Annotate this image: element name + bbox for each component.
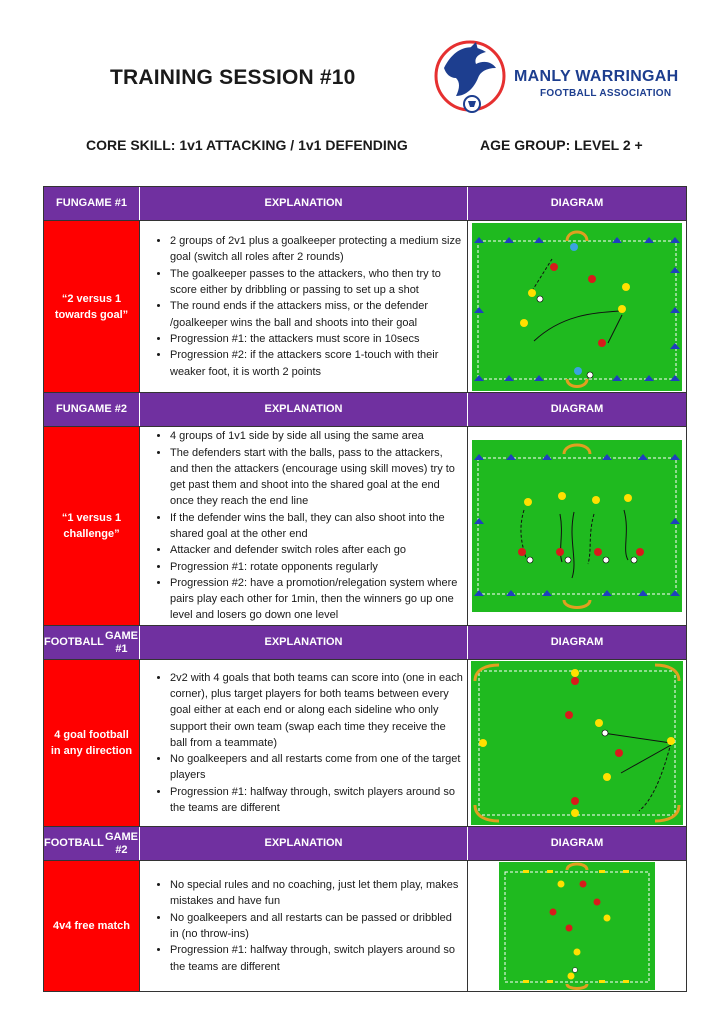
game-name: 4v4 free match — [44, 861, 140, 991]
bullet: • If the defender wins the ball, they can also shoot into the shared goal at the other end — [170, 510, 463, 543]
block-football-game-2 — [44, 826, 686, 991]
bullet-list — [150, 428, 463, 624]
explanation-cell — [140, 221, 468, 392]
bullet: • No goalkeepers and all restarts can be passed or dribbled in (no throw-ins) — [170, 910, 463, 943]
bullet: • Progression #1: the attackers must score in 10secs — [170, 331, 463, 347]
diagram-header: DIAGRAM — [468, 827, 686, 860]
game-name: “2 versus 1 towards goal” — [44, 221, 140, 392]
diagram-cell — [468, 427, 686, 625]
explanation-cell — [140, 861, 468, 991]
category-line: GAME #1 — [78, 197, 127, 209]
bullet: • Progression #1: halfway through, switch players around so the teams are different — [170, 942, 463, 975]
bullet: • The round ends if the attackers miss, or the defender /goalkeeper wins the ball and shoots into their goal — [170, 298, 463, 331]
explanation-cell — [140, 660, 468, 826]
diagram-header: DIAGRAM — [468, 626, 686, 659]
age-group: AGE GROUP: LEVEL 2 + — [480, 137, 643, 153]
category-cell — [44, 827, 140, 860]
block-fun-game-1 — [44, 187, 686, 392]
bullet: • 2 groups of 2v1 plus a goalkeeper protecting a medium size goal (switch all roles after 2 rounds) — [170, 233, 463, 266]
explanation-header: EXPLANATION — [140, 187, 468, 220]
diagram-cell — [468, 861, 686, 991]
diagram-header: DIAGRAM — [468, 187, 686, 220]
bullet: • Progression #2: have a promotion/relegation system where pairs play each other for 1min, then the winners go up one level and losers go down one level — [170, 575, 463, 624]
bullet: • 4 groups of 1v1 side by side all using the same area — [170, 428, 463, 444]
category-cell — [44, 187, 140, 220]
category-cell — [44, 393, 140, 426]
logo — [430, 38, 690, 118]
category-cell — [44, 626, 140, 659]
explanation-header: EXPLANATION — [140, 626, 468, 659]
logo-name: MANLY WARRINGAH — [514, 68, 679, 85]
bullet: • Progression #2: if the attackers score 1-touch with their weaker foot, it is worth 2 points — [170, 347, 463, 380]
bullet-list — [150, 877, 463, 975]
bullet: • No goalkeepers and all restarts come from one of the target players — [170, 751, 463, 784]
bullet: • Attacker and defender switch roles after each go — [170, 542, 463, 558]
category-line: FUN — [56, 403, 79, 415]
category-line: FOOTBALL — [44, 837, 104, 849]
pitch-diagram — [472, 440, 682, 612]
category-line: GAME #2 — [78, 403, 127, 415]
bullet: • Progression #1: halfway through, switch players around so the teams are different — [170, 784, 463, 817]
diagram-header: DIAGRAM — [468, 393, 686, 426]
explanation-cell — [140, 427, 468, 625]
category-line: FOOTBALL — [44, 636, 104, 648]
diagram-cell — [468, 660, 686, 826]
game-name: “1 versus 1 challenge” — [44, 427, 140, 625]
game-name: 4 goal football in any direction — [44, 660, 140, 826]
category-line: GAME #2 — [104, 830, 138, 856]
diagram-cell — [468, 221, 686, 392]
pitch-diagram — [471, 661, 683, 825]
explanation-header: EXPLANATION — [140, 393, 468, 426]
page-title: TRAINING SESSION #10 — [110, 66, 356, 89]
logo-subtitle: FOOTBALL ASSOCIATION — [540, 88, 672, 99]
eagle-football-icon — [430, 38, 510, 118]
pitch-diagram — [499, 862, 655, 990]
bullet: • Progression #1: rotate opponents regularly — [170, 559, 463, 575]
bullet: • No special rules and no coaching, just let them play, makes mistakes and have fun — [170, 877, 463, 910]
category-line: GAME #1 — [104, 629, 138, 655]
session-table — [43, 186, 687, 992]
category-line: FUN — [56, 197, 79, 209]
bullet-list — [150, 670, 463, 817]
pitch-diagram — [472, 223, 682, 391]
block-fun-game-2 — [44, 392, 686, 625]
bullet: • The defenders start with the balls, pass to the attackers, and then the attackers (encourage using skill moves) try to get past them and shoot into the shared goal at the end once they reach the end line — [170, 445, 463, 510]
core-skill: CORE SKILL: 1v1 ATTACKING / 1v1 DEFENDING — [86, 137, 408, 153]
bullet: • 2v2 with 4 goals that both teams can score into (one in each corner), plus target players for both teams between every goal either at each end or along each sideline who only support their own team (swap each time they receive the ball from a teammate) — [170, 670, 463, 751]
block-football-game-1 — [44, 625, 686, 826]
explanation-header: EXPLANATION — [140, 827, 468, 860]
bullet-list — [150, 233, 463, 380]
bullet: • The goalkeeper passes to the attackers, who then try to score either by dribbling or passing to set up a shot — [170, 266, 463, 299]
